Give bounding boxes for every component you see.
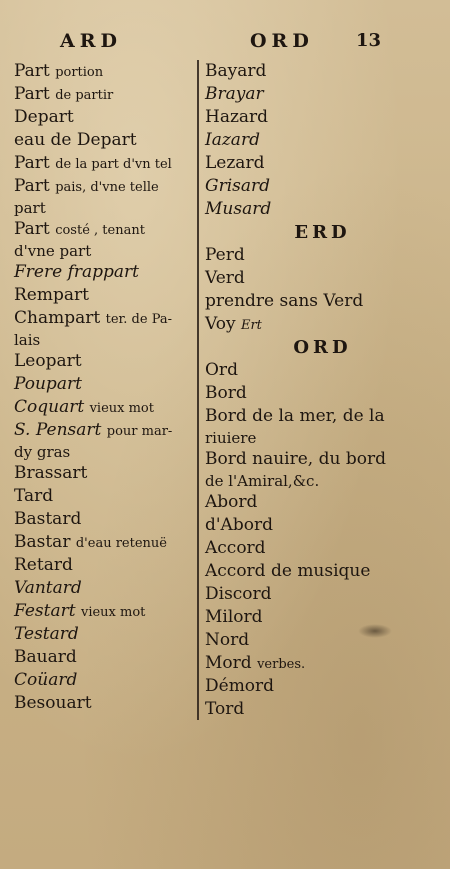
entry-word: Abord: [205, 492, 258, 512]
section-heading: [205, 221, 440, 244]
word-entry: [205, 471, 440, 491]
entry-word: part: [14, 199, 46, 217]
section-heading: [205, 336, 440, 359]
entry-word: Bord: [205, 383, 247, 403]
word-entry: [14, 462, 194, 485]
entry-word: Tord: [205, 699, 245, 719]
entry-word: Part: [14, 176, 50, 196]
word-entry: [205, 405, 440, 428]
word-entry: [14, 83, 194, 106]
entry-word: Testard: [14, 624, 79, 644]
entry-word: ORD: [293, 337, 352, 358]
entry-word: eau de Depart: [14, 130, 137, 150]
entry-note: pour mar-: [106, 424, 173, 439]
entry-word: Bord de la mer, de la: [205, 406, 385, 426]
entry-word: Accord: [205, 538, 266, 558]
entry-word: Festart: [14, 601, 76, 621]
running-header-left: ARD: [60, 30, 123, 52]
word-entry: [205, 244, 440, 267]
entry-word: Coquart: [14, 397, 85, 417]
entry-word: Voy: [205, 314, 236, 334]
entry-word: Bord nauire, du bord: [205, 449, 386, 469]
word-entry: [14, 600, 194, 623]
entry-word: d'Abord: [205, 515, 273, 535]
word-entry: [14, 554, 194, 577]
word-entry: [205, 606, 440, 629]
word-entry: [205, 290, 440, 313]
word-entry: [205, 60, 440, 83]
entry-word: Coüard: [14, 670, 78, 690]
entry-word: Nord: [205, 630, 250, 650]
right-word-column: [205, 60, 440, 721]
entry-word: Milord: [205, 607, 263, 627]
entry-word: Part: [14, 219, 50, 239]
entry-word: Bastard: [14, 509, 82, 529]
word-entry: [205, 491, 440, 514]
word-entry: [14, 623, 194, 646]
word-entry: [14, 419, 194, 442]
entry-word: Tard: [14, 486, 54, 506]
word-entry: [14, 373, 194, 396]
entry-word: Champart: [14, 308, 101, 328]
entry-word: Musard: [205, 199, 272, 219]
entry-word: Part: [14, 61, 50, 81]
word-entry: [205, 652, 440, 675]
entry-word: Besouart: [14, 693, 92, 713]
entry-word: Poupart: [14, 374, 82, 394]
word-entry: [205, 382, 440, 405]
entry-note: vieux mot: [89, 401, 154, 416]
entry-word: Depart: [14, 107, 74, 127]
word-entry: [14, 307, 194, 330]
word-entry: [14, 218, 194, 241]
word-entry: [205, 675, 440, 698]
entry-word: Mord: [205, 653, 252, 673]
entry-word: riuiere: [205, 429, 257, 447]
word-entry: [14, 60, 194, 83]
running-header-right: ORD: [250, 30, 314, 52]
entry-word: ERD: [294, 222, 351, 243]
word-entry: [205, 129, 440, 152]
entry-word: Ord: [205, 360, 238, 380]
entry-note: ter. de Pa-: [105, 312, 173, 327]
entry-word: Brassart: [14, 463, 88, 483]
entry-note: Ert: [240, 318, 262, 333]
entry-word: Lezard: [205, 153, 265, 173]
word-entry: [205, 583, 440, 606]
word-entry: [205, 514, 440, 537]
word-entry: [14, 152, 194, 175]
entry-word: Leopart: [14, 351, 82, 371]
column-divider: [197, 60, 199, 720]
word-entry: [205, 83, 440, 106]
entry-note: d'eau retenuë: [75, 536, 167, 551]
entry-note: verbes.: [257, 657, 306, 672]
word-entry: [14, 350, 194, 373]
word-entry: [14, 284, 194, 307]
entry-word: Brayar: [205, 84, 264, 104]
word-entry: [14, 330, 194, 350]
word-entry: [14, 692, 194, 715]
entry-word: Bayard: [205, 61, 267, 81]
word-entry: [205, 175, 440, 198]
entry-word: Retard: [14, 555, 73, 575]
entry-word: Démord: [205, 676, 275, 696]
entry-word: Bastar: [14, 532, 71, 552]
entry-word: Verd: [205, 268, 245, 288]
entry-word: prendre sans Verd: [205, 291, 364, 311]
word-entry: [14, 241, 194, 261]
word-entry: [205, 267, 440, 290]
word-entry: [14, 396, 194, 419]
word-entry: [205, 698, 440, 721]
ink-stain: [358, 624, 392, 638]
word-entry: [205, 448, 440, 471]
entry-word: Rempart: [14, 285, 89, 305]
entry-word: d'vne part: [14, 242, 92, 260]
word-entry: [14, 442, 194, 462]
entry-note: portion: [55, 65, 104, 80]
entry-note: de la part d'vn tel: [55, 157, 172, 172]
entry-word: Iazard: [205, 130, 260, 150]
entry-word: dy gras: [14, 443, 71, 461]
word-entry: [14, 669, 194, 692]
word-entry: [14, 198, 194, 218]
word-entry: [205, 313, 440, 336]
word-entry: [14, 485, 194, 508]
entry-word: Grisard: [205, 176, 271, 196]
word-entry: [14, 646, 194, 669]
word-entry: [14, 261, 194, 284]
left-word-column: [14, 60, 194, 715]
entry-word: Vantard: [14, 578, 82, 598]
entry-word: Perd: [205, 245, 245, 265]
entry-note: pais, d'vne telle: [55, 180, 159, 195]
word-entry: [205, 560, 440, 583]
entry-note: vieux mot: [80, 605, 146, 620]
entry-note: costé , tenant: [55, 223, 145, 238]
entry-word: de l'Amiral,&c.: [205, 472, 320, 490]
entry-word: Frere frappart: [14, 262, 139, 282]
word-entry: [14, 175, 194, 198]
entry-word: lais: [14, 331, 41, 349]
entry-word: Bauard: [14, 647, 77, 667]
word-entry: [205, 198, 440, 221]
page-number: 13: [356, 30, 382, 51]
entry-note: de partir: [55, 88, 114, 103]
word-entry: [14, 106, 194, 129]
word-entry: [205, 106, 440, 129]
entry-word: Part: [14, 84, 50, 104]
word-entry: [14, 508, 194, 531]
entry-word: Discord: [205, 584, 272, 604]
entry-word: S. Pensart: [14, 420, 102, 440]
word-entry: [205, 537, 440, 560]
word-entry: [205, 629, 440, 652]
entry-word: Part: [14, 153, 50, 173]
entry-word: Hazard: [205, 107, 269, 127]
word-entry: [14, 577, 194, 600]
word-entry: [205, 428, 440, 448]
word-entry: [205, 359, 440, 382]
word-entry: [14, 531, 194, 554]
entry-word: Accord de musique: [205, 561, 371, 581]
word-entry: [205, 152, 440, 175]
word-entry: [14, 129, 194, 152]
